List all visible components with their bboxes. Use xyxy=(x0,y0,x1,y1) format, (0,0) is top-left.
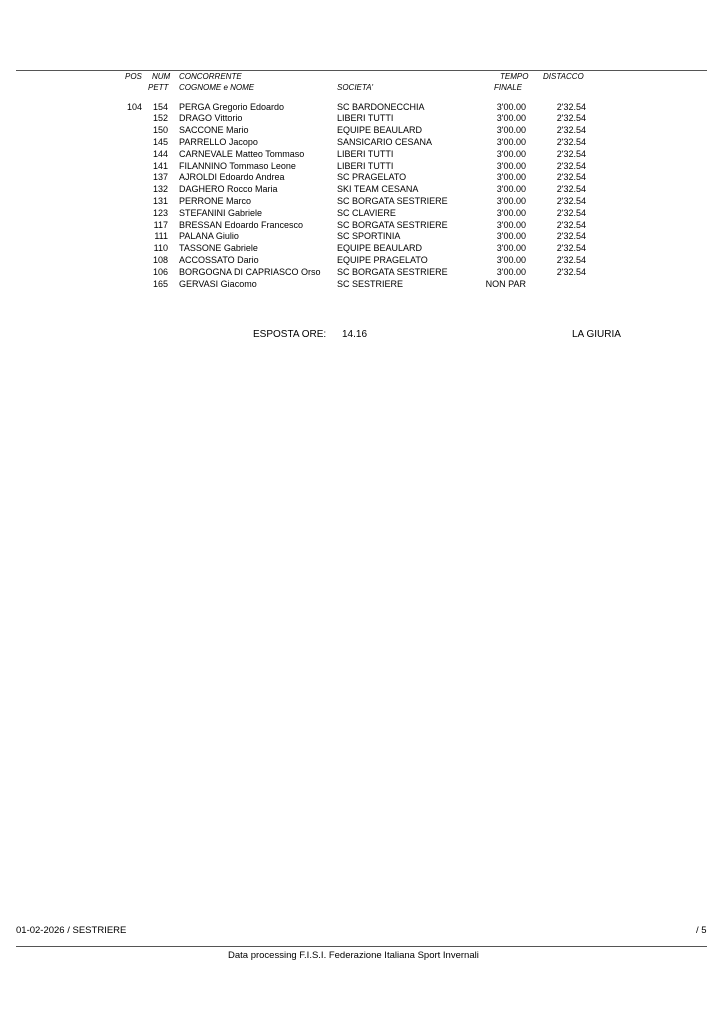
table-row xyxy=(0,102,724,114)
row-club: SANSICARIO CESANA xyxy=(337,136,433,147)
row-club: SC PRAGELATO xyxy=(337,172,407,183)
row-bib-number: 117 xyxy=(153,219,168,230)
row-gap: 2'32.54 xyxy=(556,136,586,147)
row-final-time: 3'00.00 xyxy=(496,101,526,112)
row-final-time: 3'00.00 xyxy=(496,195,526,206)
table-row xyxy=(0,267,724,279)
table-row xyxy=(0,113,724,125)
row-club: LIBERI TUTTI xyxy=(337,113,394,124)
row-club: SC BORGATA SESTRIERE xyxy=(337,266,448,277)
row-athlete-name: ACCOSSATO Dario xyxy=(179,254,259,265)
row-gap: 2'32.54 xyxy=(556,195,586,206)
row-bib-number: 131 xyxy=(152,195,168,206)
row-bib-number: 150 xyxy=(152,125,168,136)
header-pett: PETT xyxy=(148,83,169,92)
row-athlete-name: PARRELLO Jacopo xyxy=(179,136,258,147)
row-athlete-name: SACCONE Mario xyxy=(179,125,249,136)
bottom-rule xyxy=(16,946,707,947)
table-row xyxy=(0,125,724,137)
header-pos: POS xyxy=(125,72,142,81)
row-athlete-name: TASSONE Gabriele xyxy=(179,243,258,254)
row-athlete-name: DRAGO Vittorio xyxy=(179,113,243,124)
row-club: SC CLAVIERE xyxy=(337,207,396,218)
table-row xyxy=(0,161,724,173)
row-final-time: 3'00.00 xyxy=(496,172,526,183)
row-final-time: 3'00.00 xyxy=(496,136,526,147)
row-gap: 2'32.54 xyxy=(556,101,586,112)
row-gap: 2'32.54 xyxy=(556,231,586,242)
row-gap: 2'32.54 xyxy=(556,125,586,136)
row-final-time: 3'00.00 xyxy=(496,207,526,218)
footer-credit: Data processing F.I.S.I. Federazione Italiana Sport Invernali xyxy=(228,950,479,961)
row-final-time: 3'00.00 xyxy=(496,266,526,277)
table-row xyxy=(0,184,724,196)
row-club: SC BORGATA SESTRIERE xyxy=(337,219,448,230)
table-row xyxy=(0,231,724,243)
row-bib-number: 106 xyxy=(152,266,168,277)
row-bib-number: 111 xyxy=(154,231,168,242)
row-athlete-name: CARNEVALE Matteo Tommaso xyxy=(179,148,305,159)
row-gap: 2'32.54 xyxy=(556,148,586,159)
row-athlete-name: PALANA Giulio xyxy=(179,231,239,242)
row-gap: 2'32.54 xyxy=(556,243,586,254)
row-club: LIBERI TUTTI xyxy=(337,160,394,171)
row-bib-number: 110 xyxy=(153,243,168,254)
row-bib-number: 154 xyxy=(152,101,168,112)
row-athlete-name: FILANNINO Tommaso Leone xyxy=(179,160,296,171)
row-athlete-name: STEFANINI Gabriele xyxy=(179,207,263,218)
row-club: SC BARDONECCHIA xyxy=(337,101,425,112)
row-gap: 2'32.54 xyxy=(556,219,586,230)
table-row xyxy=(0,196,724,208)
table-row xyxy=(0,255,724,267)
row-final-time: 3'00.00 xyxy=(496,113,526,124)
header-distacco: DISTACCO xyxy=(543,72,584,81)
row-athlete-name: BORGOGNA DI CAPRIASCO Orso xyxy=(179,266,321,277)
row-final-time: 3'00.00 xyxy=(496,125,526,136)
row-final-time: 3'00.00 xyxy=(496,148,526,159)
row-bib-number: 144 xyxy=(152,148,168,159)
row-athlete-name: PERRONE Marco xyxy=(179,195,252,206)
row-gap: 2'32.54 xyxy=(556,172,586,183)
row-bib-number: 141 xyxy=(152,160,168,171)
table-row xyxy=(0,208,724,220)
row-pos: 104 xyxy=(126,101,142,112)
esposta-label: ESPOSTA ORE: xyxy=(253,329,327,340)
row-gap: 2'32.54 xyxy=(556,184,586,195)
row-club: LIBERI TUTTI xyxy=(337,148,394,159)
table-row xyxy=(0,220,724,232)
row-gap: 2'32.54 xyxy=(556,113,586,124)
row-bib-number: 165 xyxy=(152,278,168,289)
header-num: NUM xyxy=(152,72,171,81)
row-athlete-name: PERGA Gregorio Edoardo xyxy=(179,101,285,112)
table-row xyxy=(0,243,724,255)
table-row xyxy=(0,279,724,291)
row-gap: 2'32.54 xyxy=(556,266,586,277)
row-athlete-name: GERVASI Giacomo xyxy=(179,278,257,289)
row-final-time: 3'00.00 xyxy=(496,231,526,242)
giuria-label: LA GIURIA xyxy=(572,329,621,340)
row-final-time: 3'00.00 xyxy=(496,160,526,171)
header-finale: FINALE xyxy=(494,83,523,92)
header-tempo: TEMPO xyxy=(500,72,529,81)
header-cognome-nome: COGNOME e NOME xyxy=(179,83,255,92)
row-bib-number: 123 xyxy=(152,207,168,218)
header-societa: SOCIETA' xyxy=(337,83,374,92)
row-club: SC SESTRIERE xyxy=(337,278,404,289)
row-bib-number: 108 xyxy=(152,254,168,265)
esposta-time: 14.16 xyxy=(342,329,368,340)
row-final-time: 3'00.00 xyxy=(496,184,526,195)
row-club: EQUIPE PRAGELATO xyxy=(337,254,428,265)
row-club: SC SPORTINIA xyxy=(337,231,401,242)
row-gap: 2'32.54 xyxy=(556,254,586,265)
row-gap: 2'32.54 xyxy=(556,160,586,171)
row-athlete-name: DAGHERO Rocco Maria xyxy=(179,184,278,195)
row-athlete-name: AJROLDI Edoardo Andrea xyxy=(179,172,285,183)
row-bib-number: 152 xyxy=(152,113,168,124)
row-final-time: 3'00.00 xyxy=(496,243,526,254)
row-final-time: 3'00.00 xyxy=(496,219,526,230)
footer-date-place: 01-02-2026 / SESTRIERE xyxy=(16,925,127,936)
table-row xyxy=(0,172,724,184)
row-bib-number: 132 xyxy=(152,184,168,195)
header-concorrente: CONCORRENTE xyxy=(179,72,242,81)
row-final-time: NON PAR xyxy=(485,278,526,289)
row-club: SKI TEAM CESANA xyxy=(337,184,419,195)
row-final-time: 3'00.00 xyxy=(496,254,526,265)
row-club: EQUIPE BEAULARD xyxy=(337,125,423,136)
footer-page: / 5 xyxy=(696,925,707,936)
table-row xyxy=(0,137,724,149)
top-rule xyxy=(16,70,707,71)
row-athlete-name: BRESSAN Edoardo Francesco xyxy=(179,219,304,230)
row-gap: 2'32.54 xyxy=(556,207,586,218)
row-club: SC BORGATA SESTRIERE xyxy=(337,195,448,206)
row-club: EQUIPE BEAULARD xyxy=(337,243,423,254)
table-row xyxy=(0,149,724,161)
row-bib-number: 137 xyxy=(152,172,168,183)
row-bib-number: 145 xyxy=(152,136,168,147)
